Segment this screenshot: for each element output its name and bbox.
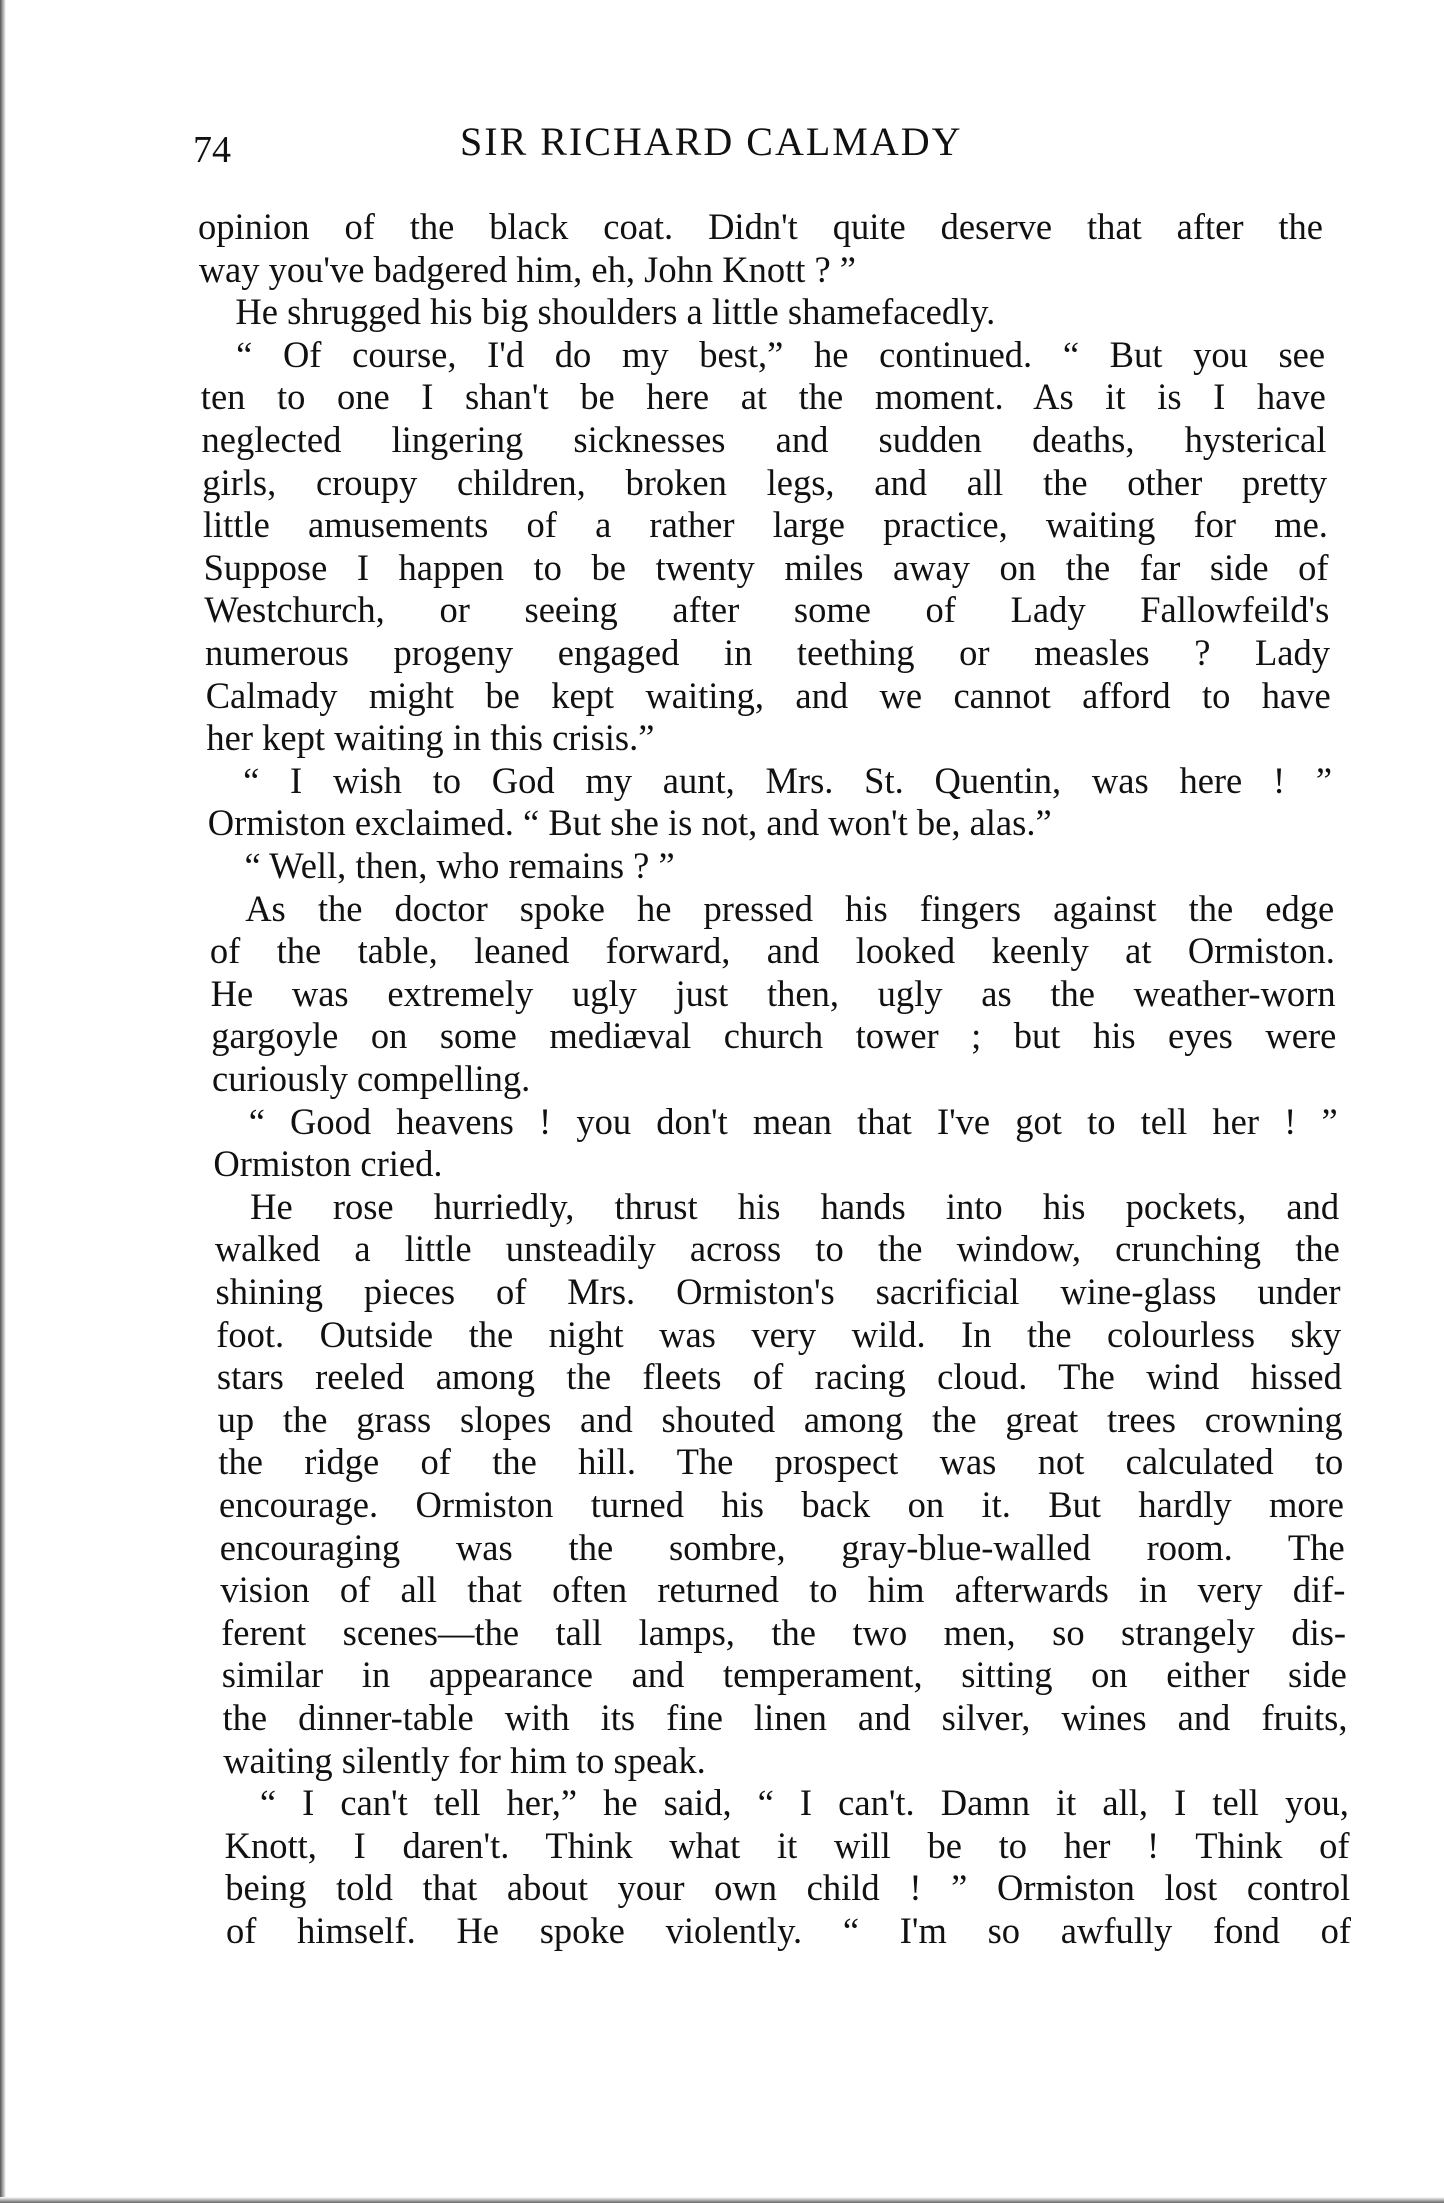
text-line: of himself. He spoke violently. “ I'm so awfully fond of — [226, 1910, 1351, 1951]
text-line: the ridge of the hill. The prospect was not calculated to — [218, 1441, 1344, 1483]
text-line: Ormiston exclaimed. “ But she is not, and won't be, alas.” — [207, 802, 1052, 844]
text-line: the dinner-table with its fine linen and silver, wines and fruits, — [222, 1697, 1348, 1738]
text-line: encourage. Ormiston turned his back on it. But hardly more — [219, 1484, 1344, 1525]
text-line: neglected lingering sicknesses and sudden deaths, hysterical — [201, 419, 1327, 460]
page-edge-shadow — [0, 0, 6, 2203]
text-line: way you've badgered him, eh, John Knott ? ” — [198, 248, 857, 290]
text-line: shining pieces of Mrs. Ormiston's sacrificial wine-glass under — [215, 1271, 1341, 1312]
text-line: encouraging was the sombre, gray-blue-walled room. The — [219, 1526, 1345, 1568]
text-line: walked a little unsteadily across to the window, crunching the — [214, 1228, 1340, 1270]
text-line: Calmady might be kept waiting, and we cannot afford to have — [205, 674, 1331, 716]
text-line: little amusements of a rather large practice, waiting for me. — [202, 504, 1328, 546]
text-line: of the table, leaned forward, and looked keenly at Ormiston. — [209, 930, 1335, 972]
text-line: opinion of the black coat. Didn't quite deserve that after the — [198, 206, 1323, 247]
text-line: similar in appearance and temperament, sitting on either side — [221, 1654, 1347, 1696]
running-head: SIR RICHARD CALMADY — [460, 119, 963, 164]
text-line: her kept waiting in this crisis.” — [206, 717, 655, 759]
text-line: curiously compelling. — [212, 1058, 531, 1099]
page-number: 74 — [193, 129, 231, 171]
text-line: “ Of course, I'd do my best,” he continued. “ But you see — [236, 333, 1326, 375]
text-line: Ormiston cried. — [213, 1143, 443, 1185]
text-line: “ Good heavens ! you don't mean that I've got to tell her ! ” — [248, 1100, 1338, 1142]
text-line: vision of all that often returned to him afterwards in very dif- — [220, 1569, 1346, 1611]
text-line: As the doctor spoke he pressed his fingers against the edge — [245, 887, 1335, 929]
text-line: up the grass slopes and shouted among the great trees crowning — [217, 1398, 1343, 1440]
text-line: foot. Outside the night was very wild. In the colourless sky — [216, 1313, 1342, 1355]
text-line: “ I can't tell her,” he said, “ I can't. Damn it all, I tell you, — [259, 1782, 1349, 1824]
text-line: ten to one I shan't be here at the moment. As it is I have — [200, 376, 1326, 418]
text-line: waiting silently for him to speak. — [223, 1739, 706, 1781]
text-line: ferent scenes—the tall lamps, the two men, so strangely dis- — [221, 1611, 1347, 1653]
text-line: stars reeled among the fleets of racing cloud. The wind hissed — [216, 1356, 1342, 1398]
text-line: He was extremely ugly just then, ugly as the weather-worn — [210, 972, 1336, 1014]
text-line: girls, croupy children, broken legs, and all the other pretty — [202, 461, 1328, 503]
text-line: Suppose I happen to be twenty miles away on the far side of — [203, 546, 1329, 588]
text-line: He shrugged his big shoulders a little shamefacedly. — [235, 291, 996, 333]
text-line: Knott, I daren't. Think what it will be to her ! Think of — [224, 1824, 1350, 1866]
text-line: gargoyle on some mediæval church tower ; but his eyes were — [211, 1015, 1337, 1057]
text-line: “ I wish to God my aunt, Mrs. St. Quentin, was here ! ” — [243, 759, 1333, 801]
text-line: being told that about your own child ! ” Ormiston lost control — [225, 1867, 1351, 1909]
text-line: He rose hurriedly, thrust his hands into his pockets, and — [250, 1185, 1340, 1227]
text-line: numerous progeny engaged in teething or measles ? Lady — [205, 632, 1330, 673]
page-bottom-edge — [0, 2197, 1444, 2203]
text-line: “ Well, then, who remains ? ” — [244, 845, 675, 886]
text-line: Westchurch, or seeing after some of Lady Fallowfeild's — [204, 589, 1330, 631]
